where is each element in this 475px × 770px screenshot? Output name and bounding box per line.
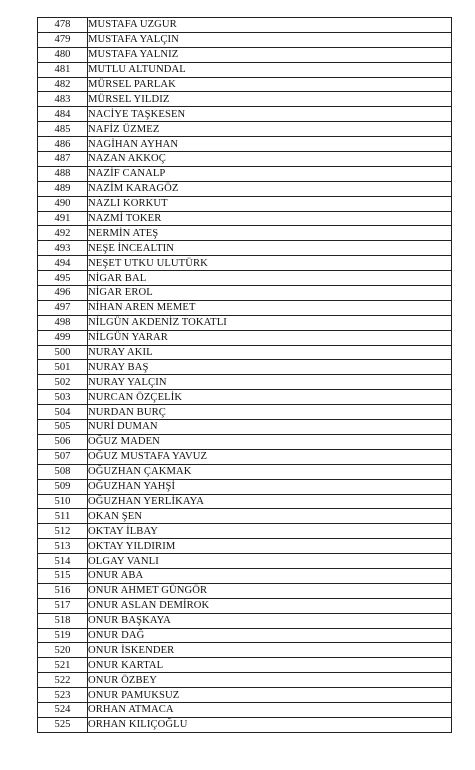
table-row bbox=[38, 688, 452, 703]
person-name-cell: NAZİM KARAGÖZ bbox=[88, 181, 452, 196]
row-number-cell: 493 bbox=[38, 241, 88, 256]
person-name-cell: NİGAR BAL bbox=[88, 271, 452, 286]
person-name-cell: NURAY YALÇIN bbox=[88, 375, 452, 390]
person-name-cell: ORHAN ATMACA bbox=[88, 702, 452, 717]
person-name-cell: MÜRSEL YILDIZ bbox=[88, 92, 452, 107]
row-number-cell: 522 bbox=[38, 673, 88, 688]
row-number-cell: 494 bbox=[38, 256, 88, 271]
row-number-cell: 500 bbox=[38, 345, 88, 360]
person-name-cell: OKAN ŞEN bbox=[88, 509, 452, 524]
table-row bbox=[38, 77, 452, 92]
table-row bbox=[38, 434, 452, 449]
person-name-cell: NAZMİ TOKER bbox=[88, 211, 452, 226]
row-number-cell: 481 bbox=[38, 62, 88, 77]
person-name-cell: ONUR DAĞ bbox=[88, 628, 452, 643]
person-name-cell: ONUR AHMET GÜNGÖR bbox=[88, 583, 452, 598]
table-row bbox=[38, 166, 452, 181]
row-number-cell: 521 bbox=[38, 658, 88, 673]
row-number-cell: 484 bbox=[38, 107, 88, 122]
table-row bbox=[38, 613, 452, 628]
person-name-cell: NURAY BAŞ bbox=[88, 360, 452, 375]
table-row bbox=[38, 32, 452, 47]
table-row bbox=[38, 658, 452, 673]
row-number-cell: 510 bbox=[38, 494, 88, 509]
person-name-cell: NURDAN BURÇ bbox=[88, 405, 452, 420]
table-row bbox=[38, 181, 452, 196]
row-number-cell: 498 bbox=[38, 315, 88, 330]
person-name-cell: NURAY AKIL bbox=[88, 345, 452, 360]
person-name-cell: OĞUZHAN ÇAKMAK bbox=[88, 464, 452, 479]
table-row bbox=[38, 137, 452, 152]
row-number-cell: 525 bbox=[38, 717, 88, 732]
table-row bbox=[38, 107, 452, 122]
name-list-body bbox=[38, 18, 452, 733]
row-number-cell: 515 bbox=[38, 568, 88, 583]
table-row bbox=[38, 122, 452, 137]
row-number-cell: 502 bbox=[38, 375, 88, 390]
table-row bbox=[38, 717, 452, 732]
person-name-cell: OKTAY İLBAY bbox=[88, 524, 452, 539]
table-row bbox=[38, 524, 452, 539]
table-row bbox=[38, 405, 452, 420]
table-row bbox=[38, 494, 452, 509]
person-name-cell: NURCAN ÖZÇELİK bbox=[88, 390, 452, 405]
person-name-cell: NACİYE TAŞKESEN bbox=[88, 107, 452, 122]
row-number-cell: 483 bbox=[38, 92, 88, 107]
row-number-cell: 512 bbox=[38, 524, 88, 539]
table-row bbox=[38, 62, 452, 77]
table-row bbox=[38, 47, 452, 62]
table-row bbox=[38, 449, 452, 464]
row-number-cell: 491 bbox=[38, 211, 88, 226]
table-row bbox=[38, 554, 452, 569]
table-row bbox=[38, 390, 452, 405]
person-name-cell: ONUR İSKENDER bbox=[88, 643, 452, 658]
person-name-cell: ONUR KARTAL bbox=[88, 658, 452, 673]
row-number-cell: 478 bbox=[38, 18, 88, 33]
table-row bbox=[38, 539, 452, 554]
row-number-cell: 518 bbox=[38, 613, 88, 628]
row-number-cell: 496 bbox=[38, 286, 88, 301]
table-row bbox=[38, 92, 452, 107]
person-name-cell: MUSTAFA YALÇIN bbox=[88, 32, 452, 47]
row-number-cell: 488 bbox=[38, 166, 88, 181]
row-number-cell: 509 bbox=[38, 479, 88, 494]
person-name-cell: ONUR PAMUKSUZ bbox=[88, 688, 452, 703]
row-number-cell: 519 bbox=[38, 628, 88, 643]
table-row bbox=[38, 360, 452, 375]
table-row bbox=[38, 643, 452, 658]
table-row bbox=[38, 628, 452, 643]
row-number-cell: 489 bbox=[38, 181, 88, 196]
row-number-cell: 485 bbox=[38, 122, 88, 137]
person-name-cell: ORHAN KILIÇOĞLU bbox=[88, 717, 452, 732]
row-number-cell: 479 bbox=[38, 32, 88, 47]
row-number-cell: 507 bbox=[38, 449, 88, 464]
person-name-cell: ONUR BAŞKAYA bbox=[88, 613, 452, 628]
table-row bbox=[38, 375, 452, 390]
row-number-cell: 482 bbox=[38, 77, 88, 92]
person-name-cell: NAFİZ ÜZMEZ bbox=[88, 122, 452, 137]
person-name-cell: NAZİF CANALP bbox=[88, 166, 452, 181]
document-page bbox=[37, 17, 452, 733]
table-row bbox=[38, 330, 452, 345]
person-name-cell: OKTAY YILDIRIM bbox=[88, 539, 452, 554]
person-name-cell: ONUR ABA bbox=[88, 568, 452, 583]
table-row bbox=[38, 271, 452, 286]
table-row bbox=[38, 256, 452, 271]
row-number-cell: 508 bbox=[38, 464, 88, 479]
person-name-cell: MUSTAFA YALNIZ bbox=[88, 47, 452, 62]
table-row bbox=[38, 673, 452, 688]
person-name-cell: OĞUZ MADEN bbox=[88, 434, 452, 449]
row-number-cell: 524 bbox=[38, 702, 88, 717]
person-name-cell: NİGAR EROL bbox=[88, 286, 452, 301]
row-number-cell: 513 bbox=[38, 539, 88, 554]
person-name-cell: NAZAN AKKOÇ bbox=[88, 152, 452, 167]
person-name-cell: NEŞET UTKU ULUTÜRK bbox=[88, 256, 452, 271]
table-row bbox=[38, 226, 452, 241]
person-name-cell: NERMİN ATEŞ bbox=[88, 226, 452, 241]
table-row bbox=[38, 479, 452, 494]
row-number-cell: 516 bbox=[38, 583, 88, 598]
table-row bbox=[38, 241, 452, 256]
row-number-cell: 520 bbox=[38, 643, 88, 658]
person-name-cell: NURİ DUMAN bbox=[88, 420, 452, 435]
person-name-cell: NAZLI KORKUT bbox=[88, 196, 452, 211]
row-number-cell: 505 bbox=[38, 420, 88, 435]
row-number-cell: 487 bbox=[38, 152, 88, 167]
row-number-cell: 506 bbox=[38, 434, 88, 449]
person-name-cell: NEŞE İNCEALTIN bbox=[88, 241, 452, 256]
person-name-cell: MUSTAFA UZGUR bbox=[88, 18, 452, 33]
person-name-cell: OLGAY VANLI bbox=[88, 554, 452, 569]
row-number-cell: 514 bbox=[38, 554, 88, 569]
row-number-cell: 480 bbox=[38, 47, 88, 62]
person-name-cell: ONUR ÖZBEY bbox=[88, 673, 452, 688]
person-name-cell: OĞUZHAN YERLİKAYA bbox=[88, 494, 452, 509]
table-row bbox=[38, 286, 452, 301]
row-number-cell: 495 bbox=[38, 271, 88, 286]
table-row bbox=[38, 211, 452, 226]
person-name-cell: MÜRSEL PARLAK bbox=[88, 77, 452, 92]
table-row bbox=[38, 464, 452, 479]
person-name-cell: NAGİHAN AYHAN bbox=[88, 137, 452, 152]
row-number-cell: 486 bbox=[38, 137, 88, 152]
row-number-cell: 503 bbox=[38, 390, 88, 405]
person-name-cell: OĞUZ MUSTAFA YAVUZ bbox=[88, 449, 452, 464]
row-number-cell: 497 bbox=[38, 300, 88, 315]
table-row bbox=[38, 583, 452, 598]
table-row bbox=[38, 315, 452, 330]
person-name-cell: OĞUZHAN YAHŞİ bbox=[88, 479, 452, 494]
person-name-cell: NİHAN AREN MEMET bbox=[88, 300, 452, 315]
row-number-cell: 490 bbox=[38, 196, 88, 211]
person-name-cell: MUTLU ALTUNDAL bbox=[88, 62, 452, 77]
row-number-cell: 523 bbox=[38, 688, 88, 703]
row-number-cell: 504 bbox=[38, 405, 88, 420]
row-number-cell: 499 bbox=[38, 330, 88, 345]
person-name-cell: NİLGÜN AKDENİZ TOKATLI bbox=[88, 315, 452, 330]
row-number-cell: 492 bbox=[38, 226, 88, 241]
table-row bbox=[38, 568, 452, 583]
table-row bbox=[38, 509, 452, 524]
table-row bbox=[38, 702, 452, 717]
person-name-cell: ONUR ASLAN DEMİROK bbox=[88, 598, 452, 613]
table-row bbox=[38, 152, 452, 167]
table-row bbox=[38, 420, 452, 435]
name-list-table bbox=[37, 17, 452, 733]
person-name-cell: NİLGÜN YARAR bbox=[88, 330, 452, 345]
table-row bbox=[38, 196, 452, 211]
table-row bbox=[38, 18, 452, 33]
row-number-cell: 501 bbox=[38, 360, 88, 375]
table-row bbox=[38, 598, 452, 613]
table-row bbox=[38, 300, 452, 315]
table-row bbox=[38, 345, 452, 360]
row-number-cell: 517 bbox=[38, 598, 88, 613]
row-number-cell: 511 bbox=[38, 509, 88, 524]
